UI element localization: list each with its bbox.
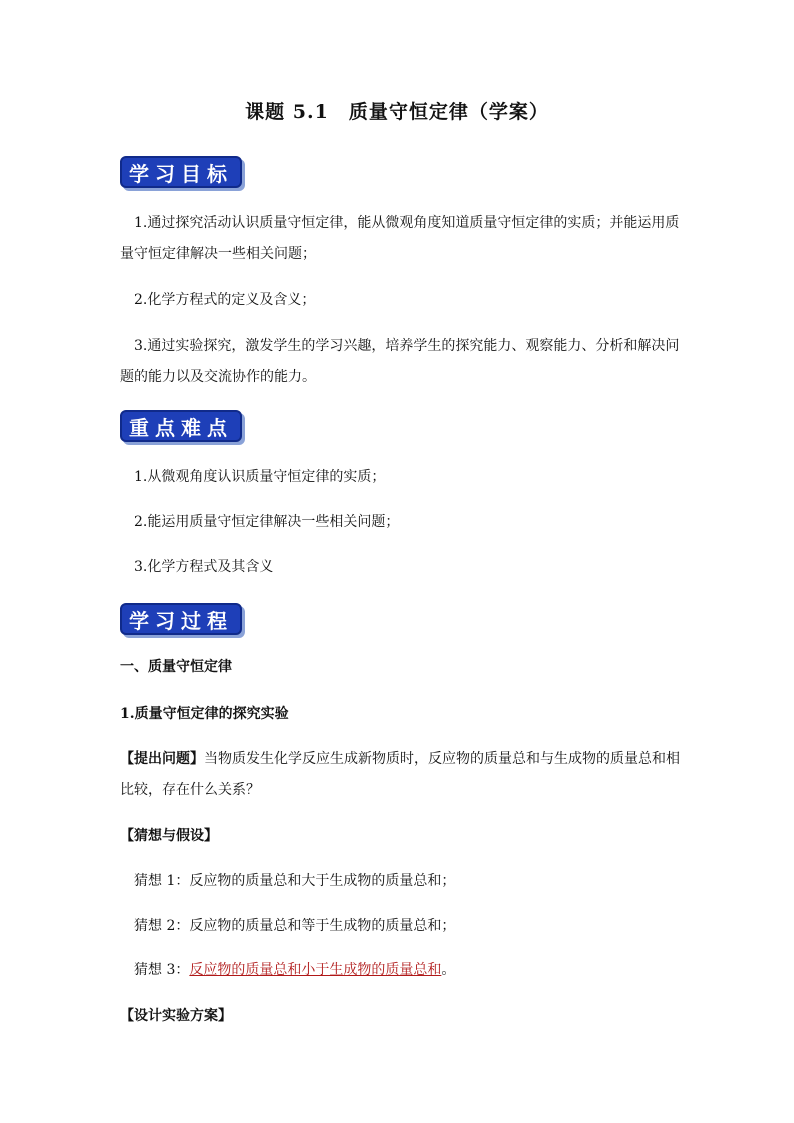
guess-1: 猜想 1：反应物的质量总和大于生成物的质量总和； [134, 873, 456, 889]
question-text: 当物质发生化学反应生成新物质时，反应物的质量总和与生成物的质量总和相比较，存在什么关系？ [120, 751, 680, 798]
guess-3-suffix: 。 [441, 962, 456, 978]
keypoint-item-2: 2.能运用质量守恒定律解决一些相关问题； [134, 514, 400, 530]
guess-3-prefix: 猜想 3： [134, 962, 190, 978]
goal-item-1: 1.通过探究活动认识质量守恒定律，能从微观角度知道质量守恒定律的实质；并能运用质量守恒定律解决一些相关问题； [120, 215, 680, 262]
heading-experiment: 1.质量守恒定律的探究实验 [120, 706, 289, 722]
hypothesis-label: 【猜想与假设】 [120, 828, 218, 844]
question-label: 【提出问题】 [120, 751, 204, 767]
design-label: 【设计实验方案】 [120, 1008, 232, 1024]
section-badge-process: 学习过程 [120, 603, 242, 635]
keypoint-item-1: 1.从微观角度认识质量守恒定律的实质； [134, 469, 386, 485]
guess-2: 猜想 2：反应物的质量总和等于生成物的质量总和； [134, 918, 456, 934]
guess-3-answer: 反应物的质量总和小于生成物的质量总和 [189, 962, 442, 978]
question-paragraph [120, 744, 680, 806]
goal-item-3: 3.通过实验探究，激发学生的学习兴趣，培养学生的探究能力、观察能力、分析和解决问题的能力以及交流协作的能力。 [120, 338, 680, 385]
section-badge-goals: 学习目标 [120, 156, 242, 188]
keypoint-item-3: 3.化学方程式及其含义 [134, 559, 274, 575]
page-title: 课题 5.1 质量守恒定律（学案） [245, 101, 549, 123]
heading-conservation-law: 一、质量守恒定律 [120, 659, 232, 675]
guess-3 [134, 955, 694, 986]
section-badge-keypoints: 重点难点 [120, 410, 242, 442]
goal-item-2: 2.化学方程式的定义及含义； [134, 292, 316, 308]
